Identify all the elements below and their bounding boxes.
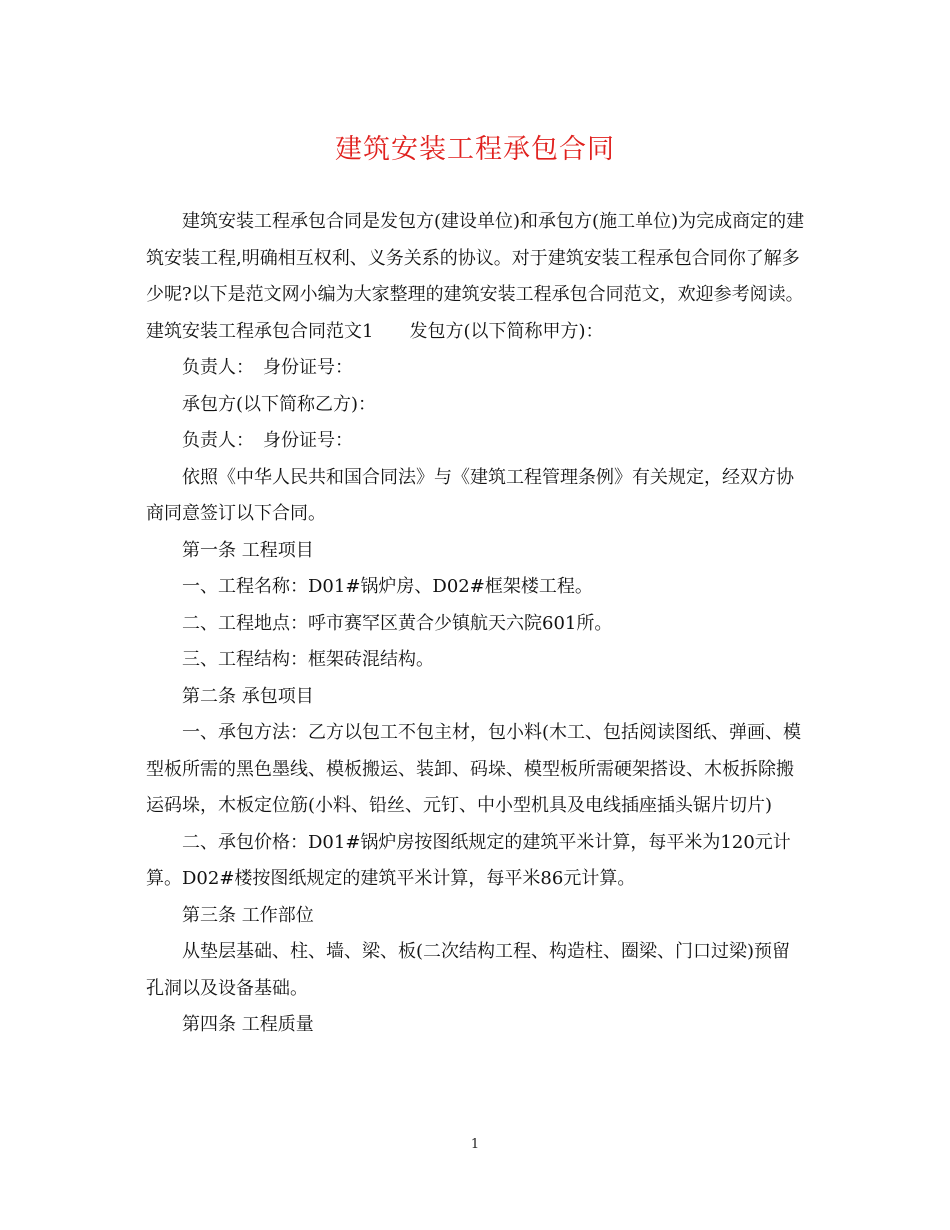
article-2-heading: 第二条 承包项目 [182,685,314,707]
paragraph-party-a-contact: 负责人： 身份证号： [182,357,353,378]
article-2-item-1: 一、承包方法：乙方以包工不包主材，包小料(木工、包括阅读图纸、弹画、模型板所需的黑色墨线、模板搬运、装卸、码垛、模型板所需硬架搭设、木板拆除搬运码垛，木板定位筋(小料、铅丝、元钉、中小型机具及电线插座插头锯片切片) [146,722,802,816]
paragraph-intro: 建筑安装工程承包合同是发包方(建设单位)和承包方(施工单位)为完成商定的建筑安装工程,明确相互权利、义务关系的协议。对于建筑安装工程承包合同你了解多少呢?以下是范文网小编为大家整理的建筑安装工程承包合同范文，欢迎参考阅读。 [146,211,805,305]
document-body [146,204,806,1044]
paragraph-legal-basis: 依照《中华人民共和国合同法》与《建筑工程管理条例》有关规定，经双方协商同意签订以下合同。 [146,466,794,524]
paragraph-party-b: 承包方(以下简称乙方)： [182,393,377,415]
page-number: 1 [470,1137,480,1152]
article-3-heading: 第三条 工作部位 [182,904,314,926]
article-3-body: 从垫层基础、柱、墙、梁、板(二次结构工程、构造柱、圈梁、门口过梁)预留孔洞以及设备基础。 [146,941,791,999]
article-2-item-2: 二、承包价格：D01#锅炉房按图纸规定的建筑平米计算，每平米为120元计算。D02#楼按图纸规定的建筑平米计算，每平米86元计算。 [146,831,791,889]
article-1-item-1: 一、工程名称：D01#锅炉房、D02#框架楼工程。 [182,576,593,597]
article-1-item-2: 二、工程地点：呼市赛罕区黄合少镇航天六院601所。 [182,612,613,634]
paragraph-sample-heading: 建筑安装工程承包合同范文1 发包方(以下简称甲方)： [146,320,604,342]
article-1-heading: 第一条 工程项目 [182,539,314,561]
article-4-heading: 第四条 工程质量 [182,1014,314,1035]
article-1-item-3: 三、工程结构：框架砖混结构。 [182,649,434,670]
document-title: 建筑安装工程承包合同 [335,134,615,165]
paragraph-party-b-contact: 负责人： 身份证号： [182,430,353,451]
